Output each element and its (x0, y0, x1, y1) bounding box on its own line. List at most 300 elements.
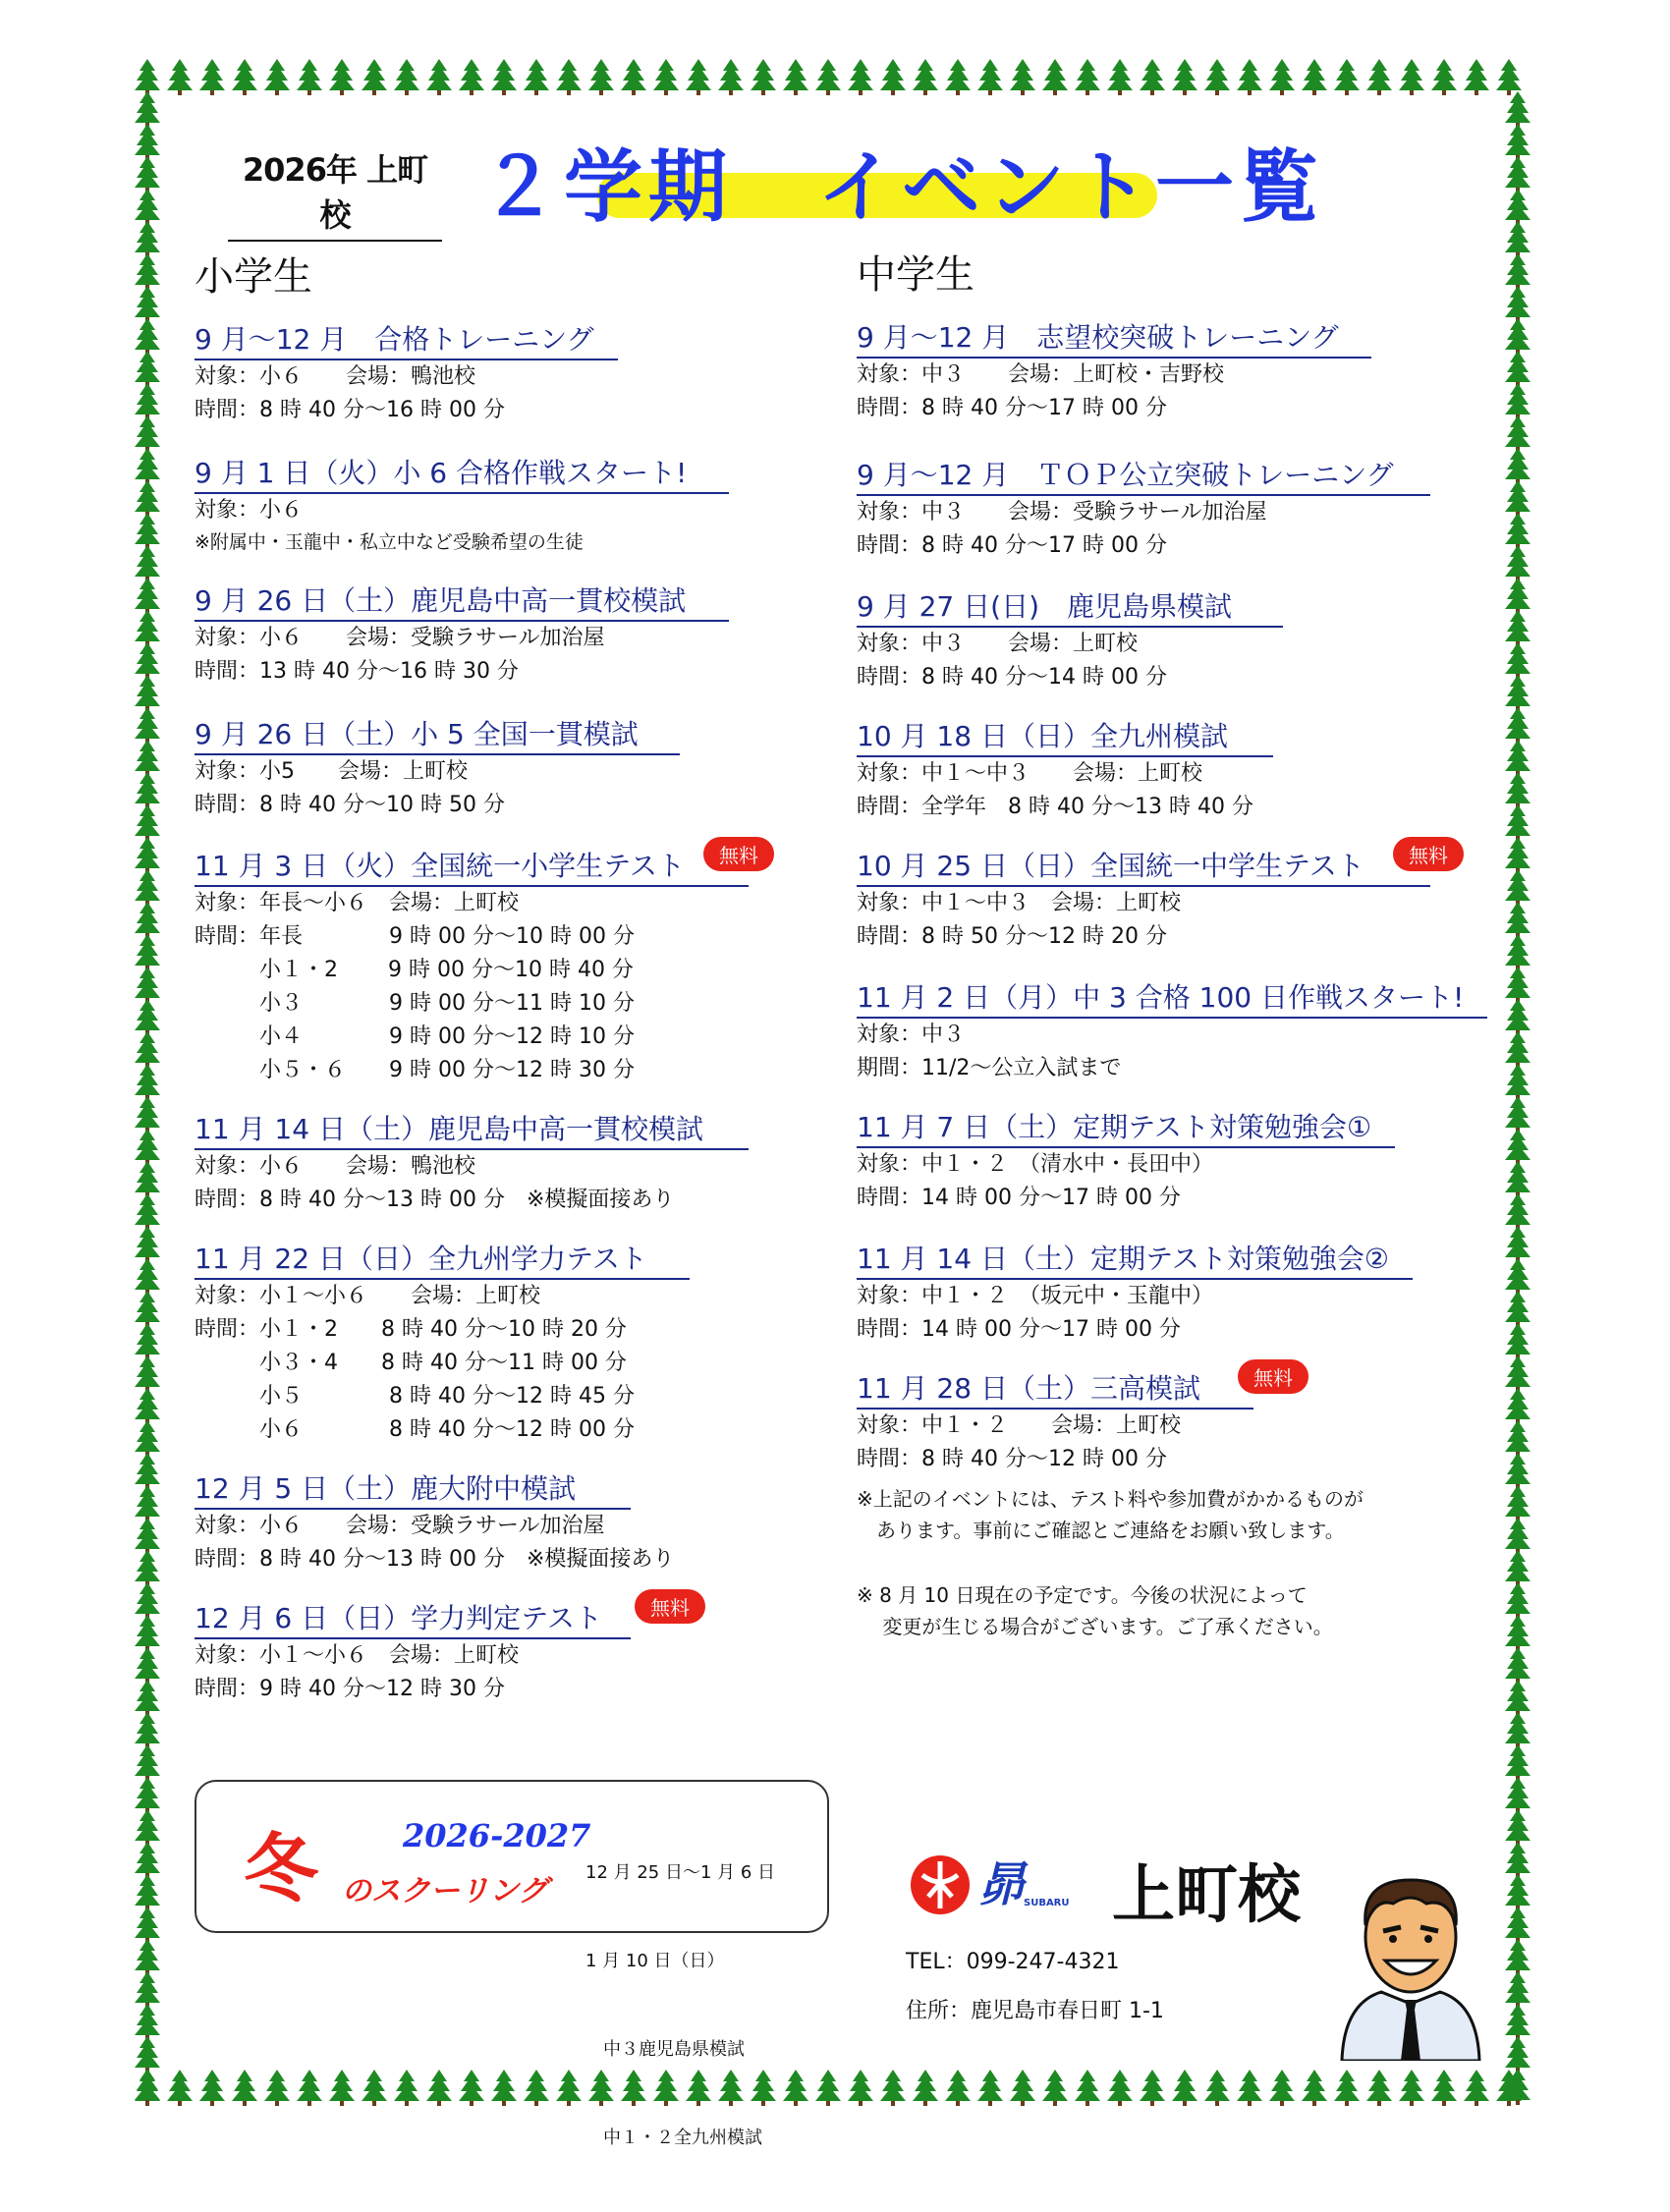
tree-icon (135, 2004, 160, 2035)
tree-icon (135, 1907, 160, 1938)
tree-icon (1505, 124, 1531, 155)
tree-icon (718, 59, 744, 90)
event-detail: 時間：14 時 00 分～17 時 00 分 (857, 1317, 1181, 1342)
tree-icon (264, 2070, 290, 2101)
tree-icon (1505, 1680, 1531, 1711)
tree-icon (1366, 59, 1392, 90)
tree-icon (394, 59, 419, 90)
tree-trunk (1053, 90, 1057, 95)
event-item (857, 1366, 1293, 1476)
tree-icon (135, 1031, 160, 1063)
tree-icon (135, 1874, 160, 1906)
tree-icon (815, 2070, 841, 2101)
event-title: 11 月 28 日（土）三高模試 (857, 1367, 1253, 1410)
event-detail: 時間：8 時 40 分～13 時 00 分 ※模擬面接あり (195, 1547, 675, 1572)
tree-icon (1505, 1096, 1531, 1128)
school-name: 上町校 (1112, 1859, 1301, 1932)
tree-icon (135, 1161, 160, 1192)
tree-icon (1505, 1291, 1531, 1322)
tree-trunk (1150, 90, 1154, 95)
title-block (479, 124, 1324, 233)
tree-icon (1505, 902, 1531, 933)
tree-trunk (956, 90, 960, 95)
tree-trunk (307, 90, 311, 95)
event-item (195, 713, 680, 822)
tree-trunk (1507, 90, 1511, 95)
tree-icon (135, 253, 160, 285)
logo-subtext: SUBARU (1024, 1898, 1070, 1908)
tree-trunk (1507, 2101, 1511, 2106)
tree-icon (135, 513, 160, 544)
note-schedule: ※ 8 月 10 日現在の予定です。今後の状況によって 変更が生じる場合がございます。ご了承ください。 (857, 1583, 1333, 1638)
tree-icon (1505, 578, 1531, 609)
event-detail: 小５・６ 9 時 00 分～12 時 30 分 (195, 1058, 635, 1082)
tree-icon (686, 59, 711, 90)
winter-line: 中３鹿児島県模試 (585, 2039, 745, 2060)
tree-icon (848, 59, 873, 90)
tree-icon (783, 59, 808, 90)
free-badge: 無料 (1238, 1359, 1308, 1394)
event-detail: 対象：小６ 会場：受験ラサール加治屋 (195, 1514, 605, 1538)
event-detail: 対象：中３ 会場：上町校 (857, 632, 1139, 656)
note-fees: ※上記のイベントには、テスト料や参加費がかかるものが あります。事前にご確認とご連絡をお願い致します。 (857, 1487, 1364, 1542)
event-title: 11 月 14 日（土）鹿児島中高一貫校模試 (195, 1108, 749, 1150)
tree-trunk (1312, 90, 1316, 95)
winter-kanji: 冬 (244, 1825, 318, 1912)
winter-schedule (585, 1799, 775, 2212)
tree-icon (135, 1388, 160, 1419)
tree-icon (135, 1291, 160, 1322)
tree-icon (1366, 2070, 1392, 2101)
tree-trunk (1312, 2101, 1316, 2106)
tree-trunk (405, 2101, 409, 2106)
tree-icon (135, 59, 160, 90)
tree-icon (524, 2070, 549, 2101)
tree-icon (1505, 1874, 1531, 1906)
tree-trunk (1280, 2101, 1284, 2106)
tree-icon (297, 59, 322, 90)
tree-icon (491, 2070, 517, 2101)
tree-icon (135, 1582, 160, 1614)
tree-icon (1505, 1420, 1531, 1452)
tree-icon (135, 642, 160, 674)
tree-icon (1075, 2070, 1100, 2101)
tree-trunk (470, 2101, 473, 2106)
tree-trunk (534, 90, 538, 95)
tree-trunk (794, 90, 798, 95)
tree-icon (751, 59, 776, 90)
tree-icon (135, 1647, 160, 1679)
tree-icon (1505, 707, 1531, 739)
free-badge: 無料 (1393, 837, 1464, 871)
tree-icon (135, 545, 160, 577)
tree-icon (135, 1129, 160, 1160)
free-badge: 無料 (635, 1589, 705, 1624)
tree-icon (1505, 1226, 1531, 1257)
tree-icon (1505, 383, 1531, 415)
event-detail: 小３・4 8 時 40 分～11 時 00 分 (195, 1351, 627, 1375)
tree-icon (135, 1744, 160, 1776)
tree-trunk (1215, 90, 1219, 95)
tree-trunk (567, 2101, 571, 2106)
tree-icon (1505, 1323, 1531, 1355)
event-item (195, 1238, 690, 1447)
tree-icon (135, 1518, 160, 1549)
tree-icon (135, 1712, 160, 1743)
event-detail: 時間：14 時 00 分～17 時 00 分 (857, 1186, 1181, 1210)
tree-trunk (1118, 90, 1122, 95)
event-detail: 対象：中１～中３ 会場：上町校 (857, 891, 1182, 915)
tree-icon (1107, 2070, 1133, 2101)
event-title: 9 月 26 日（土）鹿児島中高一貫校模試 (195, 580, 729, 622)
tree-trunk (1345, 90, 1349, 95)
event-detail: 小１・2 9 時 00 分～10 時 40 分 (195, 958, 634, 982)
tree-icon (1505, 675, 1531, 706)
tree-icon (135, 1064, 160, 1095)
tree-icon (1505, 804, 1531, 836)
winter-year: 2026-2027 (403, 1817, 591, 1854)
tree-icon (1505, 286, 1531, 317)
tree-icon (1302, 59, 1327, 90)
tree-icon (848, 2070, 873, 2101)
tree-trunk (923, 90, 927, 95)
tree-icon (199, 2070, 225, 2101)
tree-icon (880, 2070, 906, 2101)
tree-icon (1505, 1161, 1531, 1192)
tree-icon (1269, 2070, 1295, 2101)
tree-icon (1010, 2070, 1035, 2101)
page-title: ２学期 イベント一覧 (479, 141, 1324, 233)
event-title: 11 月 22 日（日）全九州学力テスト (195, 1238, 690, 1280)
tree-trunk (988, 90, 992, 95)
event-detail: 対象：小６ (195, 498, 304, 523)
tree-trunk (1442, 2101, 1446, 2106)
tree-icon (1237, 2070, 1262, 2101)
tree-trunk (599, 90, 603, 95)
tree-icon (167, 59, 193, 90)
event-detail: 対象：小６ 会場：鴨池校 (195, 364, 476, 389)
tree-icon (1431, 59, 1457, 90)
tree-icon (588, 59, 614, 90)
tree-trunk (567, 90, 571, 95)
tree-trunk (1053, 2101, 1057, 2106)
tree-trunk (1410, 2101, 1414, 2106)
tree-trunk (502, 2101, 506, 2106)
tree-icon (426, 59, 452, 90)
event-detail: 時間：8 時 40 分～13 時 00 分 ※模擬面接あり (195, 1188, 675, 1212)
tree-icon (135, 383, 160, 415)
tree-trunk (210, 2101, 214, 2106)
winter-line: 12 月 25 日～1 月 6 日 (585, 1862, 776, 1883)
tree-icon (1505, 480, 1531, 512)
tree-icon (135, 772, 160, 803)
tree-icon (135, 448, 160, 479)
tree-icon (135, 1323, 160, 1355)
teacher-mascot-icon (1332, 1856, 1489, 2061)
event-title: 11 月 7 日（土）定期テスト対策勉強会① (857, 1106, 1395, 1148)
event-detail: 対象：小６ 会場：鴨池校 (195, 1154, 476, 1179)
tree-icon (1505, 1615, 1531, 1646)
tree-icon (1464, 2070, 1489, 2101)
event-detail: 時間：小１・2 8 時 40 分～10 時 20 分 (195, 1317, 627, 1342)
tree-icon (135, 1193, 160, 1225)
tree-icon (135, 189, 160, 220)
tree-icon (1505, 156, 1531, 188)
tree-icon (1431, 2070, 1457, 2101)
tree-icon (1399, 2070, 1424, 2101)
tree-trunk (923, 2101, 927, 2106)
tree-icon (653, 59, 679, 90)
event-item (857, 715, 1273, 824)
winter-line: 1 月 10 日（日） (585, 1951, 725, 1971)
tree-icon (524, 59, 549, 90)
tree-icon (1505, 253, 1531, 285)
tree-icon (1505, 610, 1531, 641)
tree-icon (1334, 59, 1360, 90)
tree-icon (459, 2070, 484, 2101)
event-detail: 対象：小１～小６ 会場：上町校 (195, 1284, 541, 1308)
tree-trunk (1345, 2101, 1349, 2106)
tree-icon (1505, 1647, 1531, 1679)
tree-icon (135, 415, 160, 447)
tree-icon (1042, 59, 1068, 90)
tree-icon (135, 480, 160, 512)
tree-icon (1505, 1518, 1531, 1549)
tree-icon (1505, 1582, 1531, 1614)
event-detail: 時間：8 時 40 分～10 時 50 分 (195, 793, 505, 817)
event-item (195, 1467, 674, 1576)
tree-trunk (826, 90, 830, 95)
event-detail: 対象：小5 会場：上町校 (195, 759, 468, 784)
event-item (195, 318, 618, 427)
tree-icon (135, 804, 160, 836)
event-title: 9 月～12 月 ＴＯＰ公立突破トレーニング (857, 454, 1430, 496)
tree-trunk (275, 90, 279, 95)
tree-icon (1237, 59, 1262, 90)
tree-icon (135, 1809, 160, 1841)
junior-heading: 中学生 (857, 252, 974, 298)
tree-trunk (1475, 2101, 1478, 2106)
tree-icon (264, 59, 290, 90)
tree-icon (1505, 189, 1531, 220)
tree-icon (459, 59, 484, 90)
tree-trunk (891, 2101, 895, 2106)
tree-icon (135, 351, 160, 382)
event-title: 9 月 1 日（火）小 6 合格作戦スタート! (195, 452, 729, 494)
event-detail: 対象：小６ 会場：受験ラサール加治屋 (195, 626, 605, 650)
tree-trunk (1086, 2101, 1089, 2106)
tree-icon (297, 2070, 322, 2101)
elementary-heading: 小学生 (195, 254, 312, 300)
event-title: 10 月 25 日（日）全国統一中学生テスト (857, 845, 1430, 887)
tree-icon (135, 1777, 160, 1808)
tree-icon (1505, 91, 1531, 123)
event-title: 10 月 18 日（日）全九州模試 (857, 715, 1273, 757)
tree-trunk (1516, 2100, 1520, 2105)
winter-line: 中１・２全九州模試 (585, 2128, 762, 2148)
tree-icon (167, 2070, 193, 2101)
tree-icon (1505, 1258, 1531, 1290)
tree-icon (135, 91, 160, 123)
tree-icon (1505, 1485, 1531, 1517)
tree-icon (232, 2070, 257, 2101)
tree-icon (1505, 318, 1531, 350)
tree-icon (135, 1226, 160, 1257)
tree-icon (913, 2070, 938, 2101)
tree-icon (135, 578, 160, 609)
tree-icon (135, 869, 160, 901)
tree-trunk (1021, 2101, 1025, 2106)
tree-icon (135, 707, 160, 739)
tree-icon (1505, 1907, 1531, 1938)
tree-icon (135, 286, 160, 317)
tree-trunk (1021, 90, 1025, 95)
tree-icon (1140, 2070, 1165, 2101)
event-detail: 時間：全学年 8 時 40 分～13 時 40 分 (857, 795, 1253, 819)
event-detail: 対象：小１～小６ 会場：上町校 (195, 1643, 520, 1668)
tree-icon (1505, 1939, 1531, 1970)
tree-trunk (1150, 2101, 1154, 2106)
event-item (195, 844, 758, 1087)
tree-trunk (826, 2101, 830, 2106)
tree-icon (135, 1420, 160, 1452)
tree-trunk (243, 2101, 247, 2106)
tree-icon (135, 318, 160, 350)
tree-icon (362, 59, 387, 90)
tree-trunk (1118, 2101, 1122, 2106)
tree-trunk (1377, 90, 1381, 95)
address: 住所：鹿児島市春日町 1-1 (906, 1999, 1164, 2023)
tree-icon (1505, 513, 1531, 544)
event-item (857, 316, 1371, 425)
event-detail: 時間：8 時 40 分～14 時 00 分 (857, 665, 1167, 690)
event-item (195, 580, 729, 689)
tree-icon (135, 1453, 160, 1484)
tree-icon (1505, 415, 1531, 447)
subaru-logo-icon (909, 1853, 972, 1916)
tree-icon (362, 2070, 387, 2101)
tree-icon (1505, 1129, 1531, 1160)
tree-trunk (956, 2101, 960, 2106)
tree-icon (135, 1485, 160, 1517)
tree-trunk (859, 90, 863, 95)
tree-trunk (1377, 2101, 1381, 2106)
tree-trunk (243, 90, 247, 95)
tree-trunk (437, 90, 441, 95)
event-title: 11 月 3 日（火）全国統一小学生テスト (195, 845, 749, 887)
tree-icon (329, 59, 355, 90)
tree-icon (1505, 1842, 1531, 1873)
tree-icon (135, 967, 160, 998)
tree-icon (1505, 221, 1531, 252)
tree-icon (426, 2070, 452, 2101)
event-item (857, 1106, 1395, 1215)
event-detail: 時間：8 時 40 分～17 時 00 分 (857, 396, 1167, 420)
tree-icon (1042, 2070, 1068, 2101)
tree-trunk (1086, 90, 1089, 95)
tree-icon (1505, 1744, 1531, 1776)
tree-icon (1505, 967, 1531, 998)
tree-icon (135, 2069, 160, 2100)
tree-trunk (178, 90, 182, 95)
event-item (195, 1596, 690, 1706)
tree-trunk (1183, 2101, 1187, 2106)
tree-icon (1140, 59, 1165, 90)
tree-icon (491, 59, 517, 90)
tree-trunk (340, 90, 344, 95)
tree-icon (1269, 59, 1295, 90)
tree-icon (135, 1355, 160, 1387)
event-title: 11 月 2 日（月）中 3 合格 100 日作戦スタート! (857, 976, 1487, 1019)
tree-icon (1505, 1809, 1531, 1841)
tree-trunk (470, 90, 473, 95)
tree-icon (1496, 59, 1522, 90)
tree-trunk (696, 90, 700, 95)
tree-trunk (210, 90, 214, 95)
event-detail: 時間：13 時 40 分～16 時 30 分 (195, 659, 519, 684)
tree-icon (135, 1842, 160, 1873)
tree-icon (135, 1258, 160, 1290)
event-title: 9 月～12 月 志望校突破トレーニング (857, 316, 1371, 359)
tree-icon (1505, 1388, 1531, 1419)
tree-icon (135, 1971, 160, 2003)
tree-icon (1505, 999, 1531, 1030)
tree-icon (232, 59, 257, 90)
event-title: 9 月 26 日（土）小 5 全国一貫模試 (195, 713, 680, 755)
tree-trunk (372, 2101, 376, 2106)
winter-schooling-box (195, 1780, 829, 2148)
tree-icon (135, 1096, 160, 1128)
tree-icon (135, 740, 160, 771)
event-title: 12 月 5 日（土）鹿大附中模試 (195, 1467, 631, 1510)
tree-icon (1505, 1777, 1531, 1808)
tree-icon (1505, 448, 1531, 479)
tree-icon (1505, 1971, 1531, 2003)
phone-number: TEL：099-247-4321 (906, 1950, 1120, 1974)
event-detail: 時間：9 時 40 分～12 時 30 分 (195, 1677, 505, 1701)
tree-icon (913, 59, 938, 90)
event-title: 11 月 14 日（土）定期テスト対策勉強会② (857, 1238, 1413, 1280)
tree-icon (135, 156, 160, 188)
tree-trunk (729, 90, 733, 95)
tree-icon (1505, 545, 1531, 577)
event-item (857, 454, 1430, 563)
tree-icon (135, 2036, 160, 2068)
tree-trunk (664, 90, 668, 95)
event-item (857, 1238, 1413, 1347)
tree-icon (1505, 1550, 1531, 1581)
tree-icon (880, 59, 906, 90)
event-detail: 時間：8 時 40 分～16 時 00 分 (195, 398, 505, 422)
tree-icon (977, 59, 1003, 90)
event-detail: 対象：中３ 会場：受験ラサール加治屋 (857, 500, 1267, 525)
tree-icon (1204, 2070, 1230, 2101)
tree-icon (945, 2070, 971, 2101)
tree-trunk (405, 90, 409, 95)
year-school-label: 2026年 上町校 (228, 145, 442, 242)
event-detail: 対象：中１～中３ 会場：上町校 (857, 761, 1203, 786)
tree-trunk (988, 2101, 992, 2106)
tree-icon (1204, 59, 1230, 90)
event-title: 9 月～12 月 合格トレーニング (195, 318, 618, 360)
tree-icon (135, 1615, 160, 1646)
tree-trunk (891, 90, 895, 95)
event-item (857, 585, 1283, 694)
event-detail: 時間：8 時 40 分～12 時 00 分 (857, 1447, 1167, 1471)
event-title: 12 月 6 日（日）学力判定テスト (195, 1597, 631, 1639)
tree-icon (1505, 837, 1531, 868)
tree-icon (621, 59, 646, 90)
